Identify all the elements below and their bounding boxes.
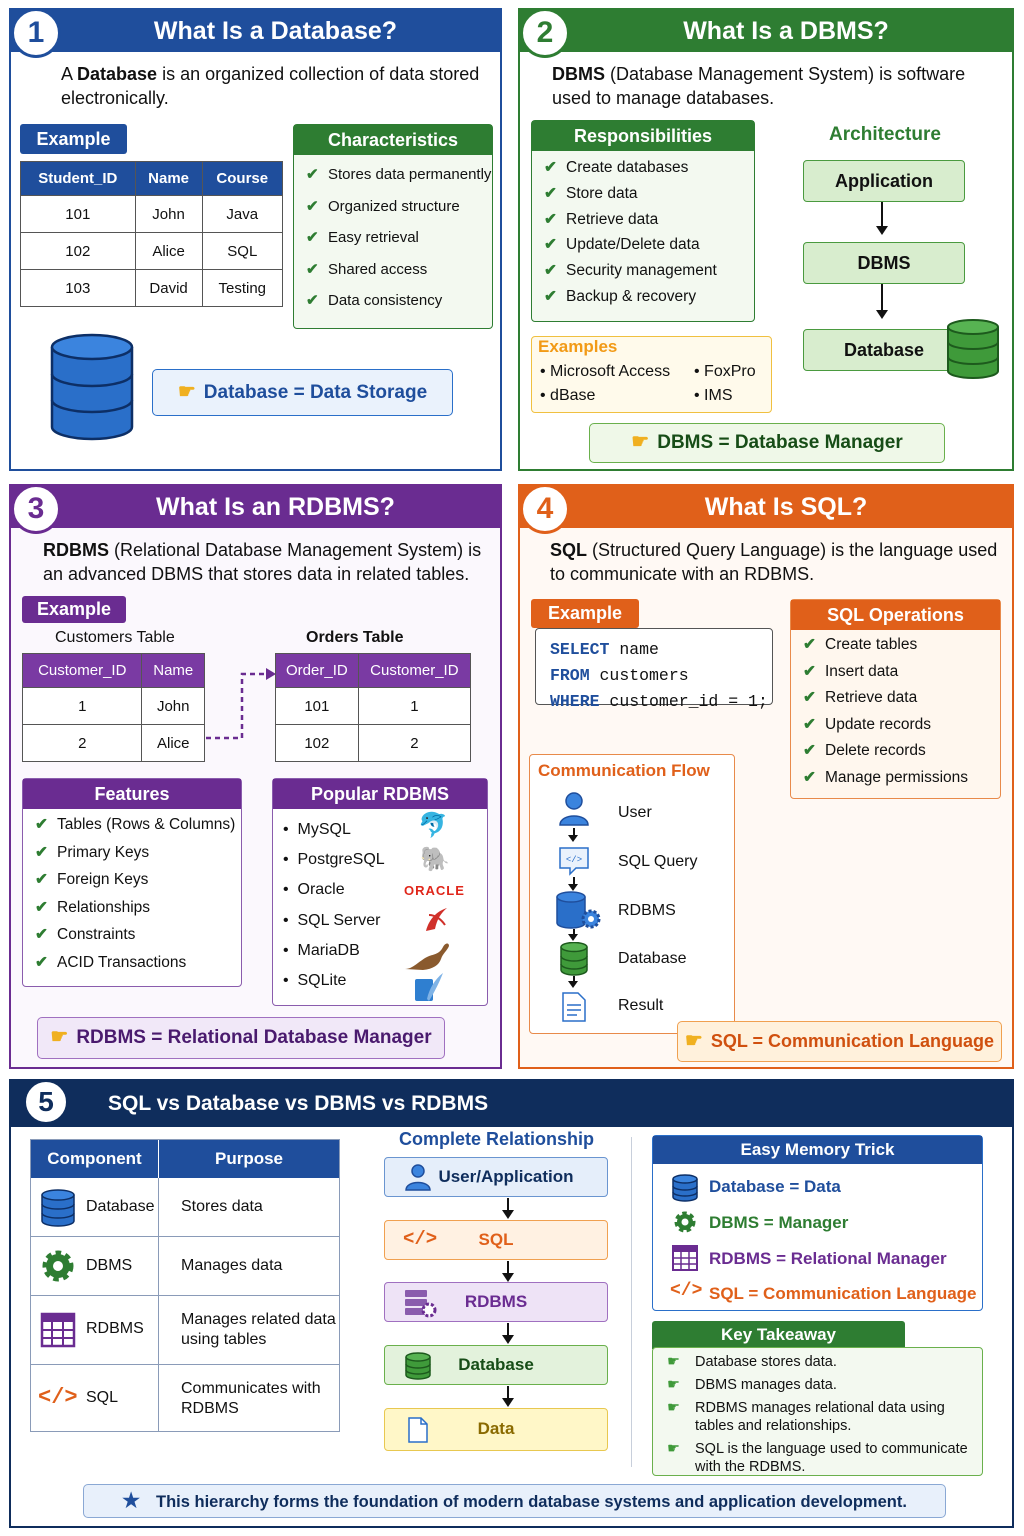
- comparison-table: [30, 1139, 340, 1432]
- code-icon: [557, 845, 591, 877]
- pointing-hand-icon: ☛: [667, 1400, 680, 1416]
- rel-database: Database: [384, 1345, 608, 1385]
- code-icon: </>: [670, 1281, 703, 1301]
- panel-sql: [518, 484, 1014, 1069]
- database-icon: [672, 1174, 698, 1202]
- flow-step-result: Result: [618, 997, 664, 1014]
- features-box: [22, 778, 242, 987]
- section-number: 5: [23, 1079, 69, 1125]
- characteristics-box: [293, 124, 493, 329]
- arch-dbms: DBMS: [803, 242, 965, 284]
- checkmark-icon: ✔: [35, 953, 48, 971]
- relation-connector: [204, 662, 279, 744]
- database-icon: [405, 1352, 431, 1380]
- rdbms-item: • MySQL: [283, 821, 351, 838]
- list-item: ✔ ACID Transactions: [35, 949, 241, 977]
- list-item: ✔ Shared access: [306, 254, 492, 286]
- key-takeaway-title: Key Takeaway: [652, 1321, 905, 1349]
- takeaway-item: ☛ RDBMS manages relational data using tables and relationships.: [667, 1400, 945, 1434]
- example-item: • Microsoft Access: [540, 363, 671, 380]
- code-line: SELECT name: [550, 640, 659, 659]
- rel-sql: </> SQL: [384, 1220, 608, 1260]
- table-row: </> SQL Communicates with RDBMS: [38, 1380, 321, 1417]
- table-row: 103 David Testing: [21, 270, 283, 307]
- panel-header: SQL vs Database vs DBMS vs RDBMS: [11, 1081, 1012, 1127]
- table-row: 1 John: [23, 688, 205, 725]
- sql-operations-box: [790, 599, 1001, 799]
- rdbms-item: • SQL Server: [283, 911, 381, 929]
- list-item: ✔ Create databases: [544, 155, 754, 181]
- list-item: ✔ Stores data permanently: [306, 159, 492, 191]
- checkmark-icon: ✔: [803, 636, 816, 653]
- document-icon: [407, 1416, 429, 1444]
- rdbms-callout: ☛ RDBMS = Relational Database Manager: [37, 1017, 445, 1059]
- database-icon: [560, 942, 588, 976]
- database-icon: [946, 318, 1000, 380]
- memory-trick-item: Database = Data: [709, 1177, 841, 1196]
- table-row: DBMS Manages data: [31, 1237, 339, 1296]
- list-item: ✔ Tables (Rows & Columns): [35, 811, 241, 839]
- section-number: 1: [11, 8, 61, 58]
- checkmark-icon: ✔: [35, 926, 48, 943]
- list-item: ✔ Retrieve data: [803, 685, 1000, 712]
- code-line: FROM customers: [550, 666, 689, 685]
- takeaway-item: ☛ Database stores data.: [667, 1354, 837, 1370]
- table-header: Course: [202, 162, 282, 196]
- section-number: 2: [520, 8, 570, 58]
- list-item: ✔ Easy retrieval: [306, 222, 492, 254]
- rel-data: Data: [384, 1408, 608, 1451]
- table-row: 101 John Java: [21, 196, 283, 233]
- relationship-title: Complete Relationship: [399, 1129, 595, 1149]
- dbms-callout: ☛ DBMS = Database Manager: [589, 423, 945, 463]
- table-icon: [672, 1245, 698, 1271]
- checkmark-icon: ✔: [35, 843, 48, 861]
- footer-banner: ★ This hierarchy forms the foundation of modern database systems and application development.: [83, 1484, 946, 1518]
- panel-header: What Is a Database?: [11, 10, 500, 52]
- list-item: ✔ Store data: [544, 181, 754, 207]
- communication-flow-title: Communication Flow: [538, 761, 710, 780]
- list-item: ✔ Organized structure: [306, 191, 492, 223]
- sql-server-logo-icon: [423, 905, 449, 935]
- list-item: ✔ Create tables: [803, 632, 1000, 659]
- checkmark-icon: ✔: [544, 236, 557, 254]
- checkmark-icon: ✔: [306, 229, 319, 246]
- rel-rdbms: RDBMS: [384, 1282, 608, 1322]
- list-item: ✔ Update/Delete data: [544, 232, 754, 258]
- database-gear-icon: [555, 891, 601, 931]
- memory-trick-title: Easy Memory Trick: [653, 1136, 982, 1164]
- oracle-logo: ORACLE: [404, 883, 465, 898]
- pointing-hand-icon: ☛: [667, 1441, 680, 1457]
- pointing-hand-icon: ☛: [177, 381, 196, 403]
- student-table: [20, 161, 283, 307]
- postgresql-logo-icon: 🐘: [420, 846, 450, 873]
- pointing-hand-icon: ☛: [667, 1354, 680, 1370]
- responsibilities-box: [531, 120, 755, 322]
- example-item: • IMS: [694, 387, 733, 404]
- document-icon: [561, 991, 587, 1023]
- panel-database: [9, 8, 502, 471]
- list-item: ✔ Security management: [544, 258, 754, 284]
- table-header: Name: [135, 162, 202, 196]
- panel-header: What Is an RDBMS?: [11, 486, 500, 528]
- list-item: ✔ Data consistency: [306, 285, 492, 317]
- flow-step-database: Database: [618, 950, 687, 967]
- list-item: ✔ Relationships: [35, 894, 241, 922]
- intro-text: RDBMS (Relational Database Management System) is an advanced DBMS that stores data in related tables.: [43, 540, 482, 584]
- panel-header: What Is SQL?: [520, 486, 1012, 528]
- server-icon: [403, 1288, 437, 1318]
- memory-trick-box: [652, 1135, 983, 1311]
- gear-icon: [672, 1209, 698, 1235]
- pointing-hand-icon: ☛: [684, 1030, 703, 1052]
- customers-table: Customer_ID Name 1 John 2 Alice: [22, 653, 205, 762]
- list-item: ✔ Primary Keys: [35, 839, 241, 867]
- code-icon: </>: [38, 1385, 78, 1410]
- list-item: ✔ Foreign Keys: [35, 866, 241, 894]
- checkmark-icon: ✔: [544, 287, 557, 305]
- pointing-hand-icon: ☛: [50, 1026, 69, 1048]
- checkmark-icon: ✔: [35, 898, 48, 916]
- characteristics-title: Characteristics: [294, 125, 492, 155]
- table-row: Database Stores data: [31, 1178, 339, 1237]
- rdbms-item: • MariaDB: [283, 941, 360, 959]
- responsibilities-title: Responsibilities: [532, 121, 754, 151]
- memory-trick-item: RDBMS = Relational Manager: [709, 1249, 947, 1268]
- list-item: ✔ Delete records: [803, 738, 1000, 765]
- table-header: Student_ID: [21, 162, 136, 196]
- table-row: 102 2: [276, 725, 471, 762]
- list-item: ✔ Retrieve data: [544, 207, 754, 233]
- mariadb-logo-icon: [403, 939, 451, 973]
- sqlite-logo-icon: [413, 971, 445, 1003]
- checkmark-icon: ✔: [803, 689, 816, 707]
- features-title: Features: [23, 779, 241, 809]
- takeaway-item: ☛ SQL is the language used to communicate with the RDBMS.: [667, 1441, 968, 1475]
- flow-step-user: User: [618, 804, 652, 821]
- list-item: ✔ Constraints: [35, 921, 241, 949]
- database-callout: ☛ Database = Data Storage: [152, 369, 453, 416]
- checkmark-icon: ✔: [803, 715, 816, 733]
- panel-dbms: [518, 8, 1014, 471]
- gear-icon: [40, 1248, 76, 1284]
- checkmark-icon: ✔: [544, 262, 557, 280]
- orders-table-title: Orders Table: [306, 629, 404, 646]
- checkmark-icon: ✔: [306, 292, 319, 309]
- example-tag: Example: [22, 596, 126, 623]
- code-icon: </>: [403, 1228, 438, 1250]
- checkmark-icon: ✔: [544, 184, 557, 202]
- table-icon: [40, 1312, 76, 1348]
- table-row: 101 1: [276, 688, 471, 725]
- panel-header: What Is a DBMS?: [520, 10, 1012, 52]
- user-icon: [558, 791, 590, 827]
- section-number: 4: [520, 484, 570, 534]
- rdbms-item: • SQLite: [283, 972, 347, 990]
- architecture-title: Architecture: [829, 124, 941, 145]
- checkmark-icon: ✔: [35, 871, 48, 888]
- sql-callout: ☛ SQL = Communication Language: [677, 1021, 1002, 1062]
- example-item: • FoxPro: [694, 363, 756, 380]
- memory-trick-item: DBMS = Manager: [709, 1213, 849, 1232]
- checkmark-icon: ✔: [306, 260, 319, 278]
- list-item: ✔ Backup & recovery: [544, 284, 754, 310]
- intro-text: DBMS (Database Management System) is software used to manage databases.: [552, 64, 966, 108]
- checkmark-icon: ✔: [35, 816, 48, 833]
- rdbms-item: • PostgreSQL: [283, 851, 385, 869]
- flow-step-sql-query: SQL Query: [618, 853, 698, 870]
- sql-code-block: [535, 628, 773, 711]
- pointing-hand-icon: ☛: [631, 431, 650, 453]
- checkmark-icon: ✔: [544, 159, 557, 176]
- examples-title: Examples: [538, 337, 618, 356]
- checkmark-icon: ✔: [803, 742, 816, 760]
- popular-rdbms-title: Popular RDBMS: [273, 779, 487, 809]
- orders-table: Order_ID Customer_ID 101 1 102 2: [275, 653, 471, 762]
- table-row: 102 Alice SQL: [21, 233, 283, 270]
- database-icon: [40, 1189, 76, 1227]
- communication-flow-box: [529, 754, 735, 1034]
- example-item: • dBase: [540, 387, 596, 404]
- star-icon: ★: [122, 1490, 141, 1512]
- mysql-logo-icon: 🐬: [418, 812, 448, 839]
- popular-rdbms-box: [272, 778, 488, 1006]
- checkmark-icon: ✔: [306, 166, 319, 183]
- example-tag: Example: [531, 599, 639, 628]
- checkmark-icon: ✔: [803, 662, 816, 680]
- example-tag: Example: [20, 124, 127, 154]
- customers-table-title: Customers Table: [55, 629, 175, 646]
- table-header: Component: [31, 1140, 159, 1178]
- examples-box: [531, 336, 772, 413]
- flow-step-rdbms: RDBMS: [618, 902, 676, 919]
- table-row: RDBMS Manages related data using tables: [31, 1296, 339, 1365]
- table-row: 2 Alice: [23, 725, 205, 762]
- checkmark-icon: ✔: [306, 197, 319, 215]
- database-icon: [49, 332, 135, 442]
- intro-text: A Database is an organized collection of data stored electronically.: [61, 64, 480, 108]
- memory-trick-item: SQL = Communication Language: [709, 1284, 977, 1303]
- intro-text: SQL (Structured Query Language) is the language used to communicate with an RDBMS.: [550, 540, 998, 584]
- code-line: WHERE customer_id = 1;: [550, 692, 768, 711]
- panel-rdbms: [9, 484, 502, 1069]
- panel-comparison: [9, 1079, 1014, 1528]
- arch-application: Application: [803, 160, 965, 202]
- list-item: ✔ Manage permissions: [803, 765, 1000, 792]
- rel-user-application: User/Application: [384, 1157, 608, 1197]
- list-item: ✔ Update records: [803, 712, 1000, 739]
- pointing-hand-icon: ☛: [667, 1377, 680, 1393]
- takeaway-item: ☛ DBMS manages data.: [667, 1377, 837, 1393]
- key-takeaway-box: [652, 1347, 983, 1476]
- checkmark-icon: ✔: [803, 768, 816, 786]
- table-header: Purpose: [159, 1140, 339, 1178]
- user-icon: [405, 1163, 431, 1191]
- section-number: 3: [11, 484, 61, 534]
- list-item: ✔ Insert data: [803, 659, 1000, 686]
- sql-operations-title: SQL Operations: [791, 600, 1000, 630]
- rdbms-item: • Oracle: [283, 881, 345, 899]
- arch-database: Database: [803, 329, 965, 371]
- svg-text:</>: </>: [565, 855, 583, 865]
- checkmark-icon: ✔: [544, 210, 557, 228]
